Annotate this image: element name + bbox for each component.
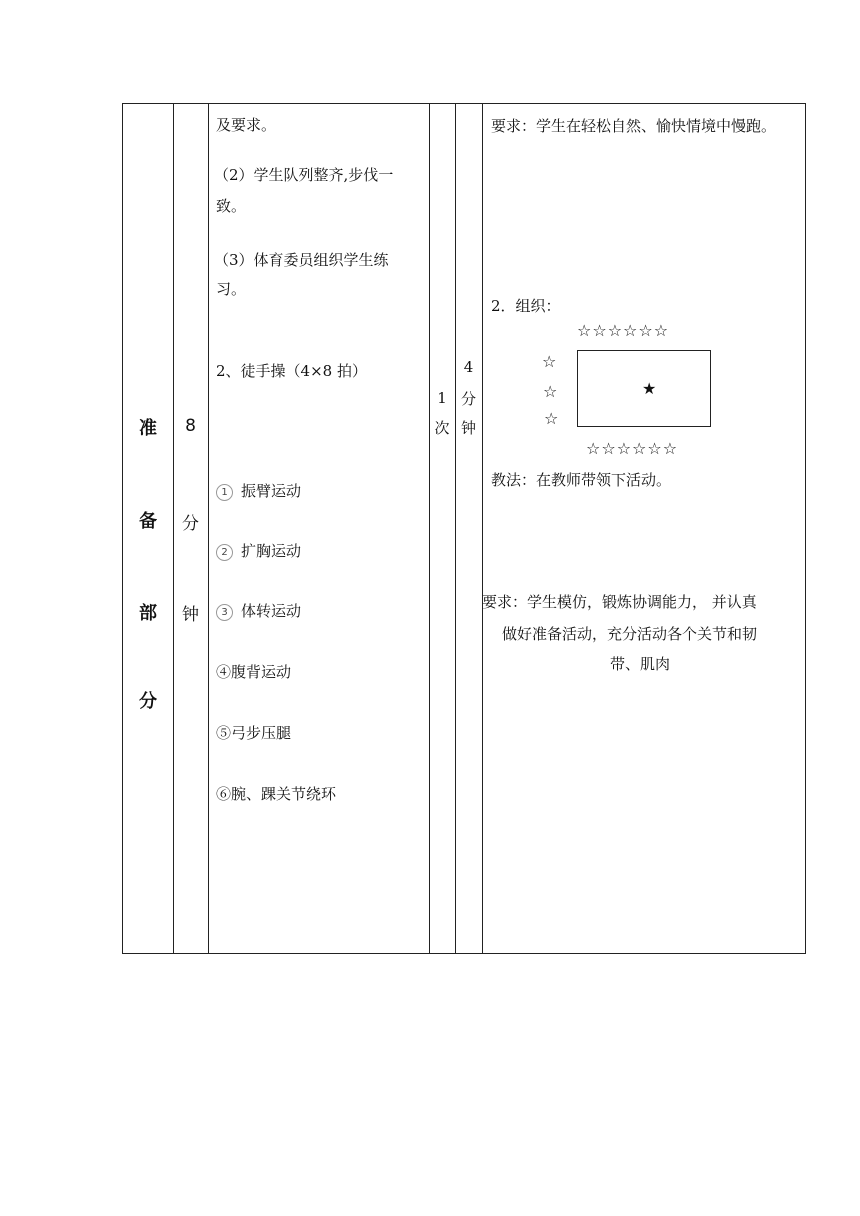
count-cell <box>429 104 455 953</box>
exercise-label: 扩胸运动 <box>241 542 302 560</box>
student-row-bottom: ☆☆☆☆☆☆ <box>586 439 679 458</box>
content-text: 及要求。 <box>216 116 277 134</box>
content-text: 习。 <box>216 280 247 298</box>
requirement-text: 做好准备活动，充分活动各个关节和韧 <box>502 625 758 643</box>
exercise-item: ⑥腕、踝关节绕环 <box>216 785 337 803</box>
content-cell <box>208 104 429 953</box>
exercise-item: ⑤弓步压腿 <box>216 724 292 742</box>
requirement-text: 带、肌肉 <box>610 655 671 673</box>
duration-char: 钟 <box>460 419 476 437</box>
time-cell <box>173 104 208 953</box>
organization-title: 2．组织： <box>491 297 561 315</box>
section-title-char: 准 <box>139 418 157 439</box>
content-text: （3）体育委员组织学生练 <box>214 251 389 269</box>
time-char: 8 <box>185 416 196 436</box>
exercise-item <box>216 600 301 621</box>
time-char: 钟 <box>182 605 199 625</box>
student-left-2: ☆ <box>543 382 558 401</box>
duration-char: 4 <box>463 358 474 376</box>
count-char: 次 <box>434 419 450 437</box>
exercise-label: 体转运动 <box>241 602 302 620</box>
section-title-char: 分 <box>139 691 157 712</box>
time-char: 分 <box>182 514 199 534</box>
exercise-label: 振臂运动 <box>241 482 302 500</box>
organization-cell <box>482 104 807 953</box>
requirement-text: 要求：学生在轻松自然、愉快情境中慢跑。 <box>491 117 777 135</box>
exercise-item <box>216 540 301 561</box>
content-text: （2）学生队列整齐,步伐一 <box>214 166 394 184</box>
student-left-1: ☆ <box>542 352 557 371</box>
circled-number: 3 <box>216 604 233 621</box>
formation-box <box>577 350 711 427</box>
method-text: 教法：在教师带领下活动。 <box>491 471 672 489</box>
student-row-top: ☆☆☆☆☆☆ <box>577 321 670 340</box>
section-title-char: 部 <box>139 603 157 624</box>
section-title-char: 备 <box>139 511 157 532</box>
content-text: 致。 <box>216 197 247 215</box>
circled-number: 2 <box>216 544 233 561</box>
section-title-cell <box>123 104 173 953</box>
requirement-text: 要求：学生模仿，锻炼协调能力， 并认真 <box>482 593 757 611</box>
exercise-title: 2、徒手操（4×8 拍） <box>216 362 367 380</box>
duration-cell <box>455 104 482 953</box>
count-char: 1 <box>437 389 447 407</box>
teacher-star-icon: ★ <box>642 379 657 398</box>
exercise-item <box>216 480 301 501</box>
student-left-3: ☆ <box>544 409 559 428</box>
exercise-item: ④腹背运动 <box>216 663 292 681</box>
duration-char: 分 <box>460 390 476 408</box>
lesson-plan-table <box>122 103 806 954</box>
circled-number: 1 <box>216 484 233 501</box>
